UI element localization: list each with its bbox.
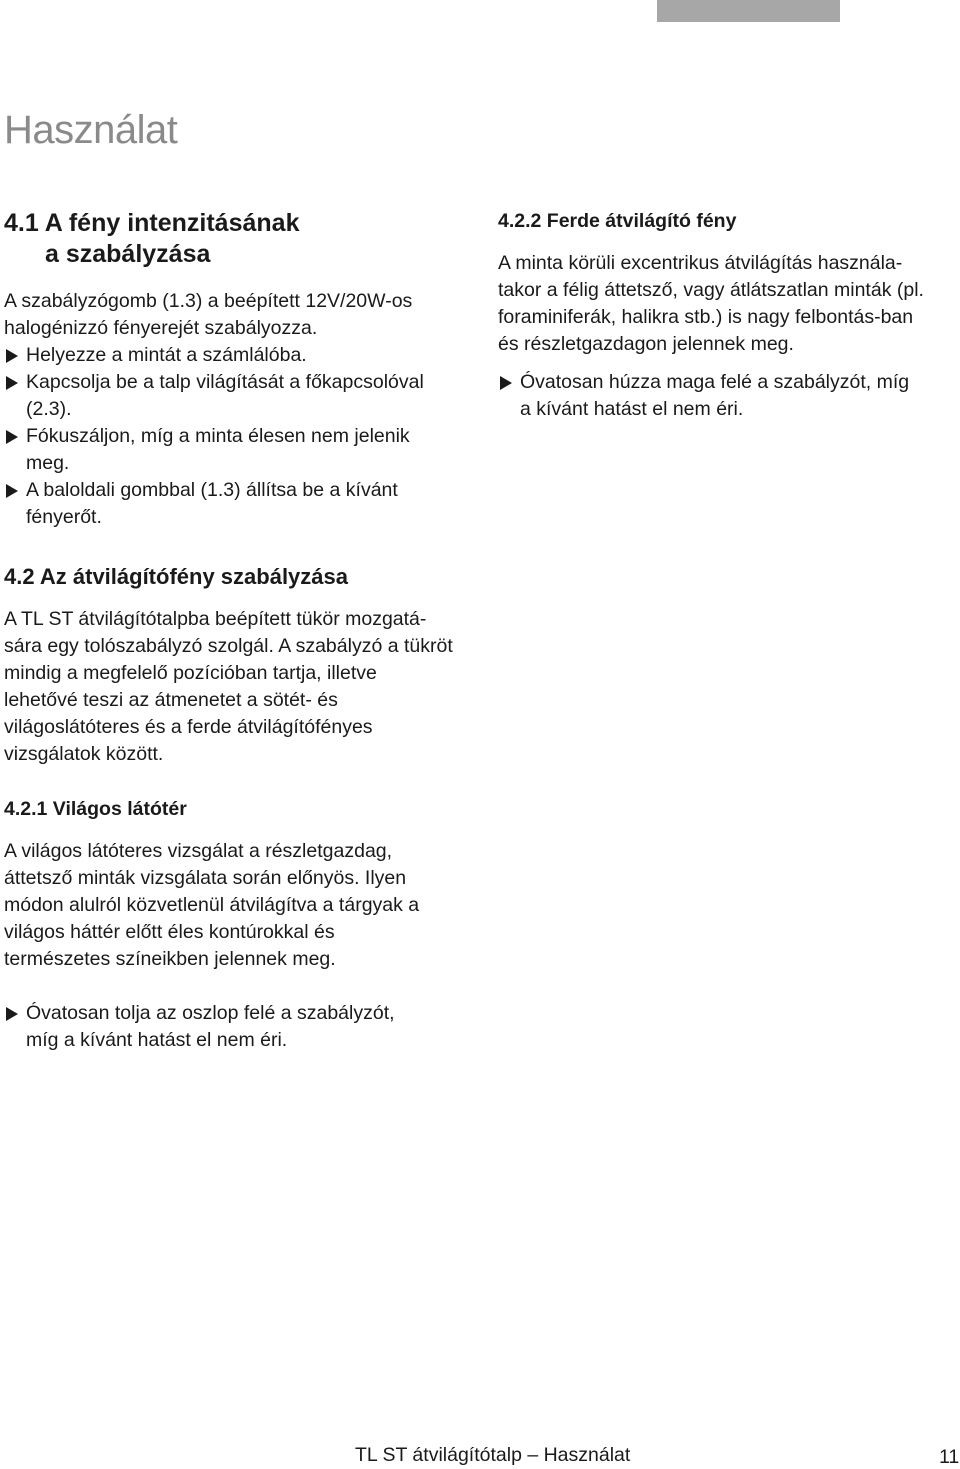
list-item: Kapcsolja be a talp világítását a főkapcsolóval (2.3). bbox=[4, 369, 461, 423]
section-4-1-intro bbox=[4, 288, 464, 342]
page-title: Használat bbox=[4, 108, 178, 152]
header-color-bar bbox=[657, 0, 840, 22]
list-item: Óvatosan tolja az oszlop felé a szabályzót, míg a kívánt hatást el nem éri. bbox=[4, 1000, 424, 1054]
list-item: Fókuszáljon, míg a minta élesen nem jelenik meg. bbox=[4, 423, 446, 477]
section-4-2-body: A TL ST átvilágítótalpba beépített tükör mozgatá-sára egy tolószabályzó szolgál. A szabályzó a tükröt mindig a megfelelő pozícióban tartja, illetve lehetővé teszi az átmenetet a sötét- és világoslátóteres és a ferde átvilágítófényes vizsgálatok között. bbox=[4, 608, 453, 765]
section-4-1-heading bbox=[4, 208, 464, 270]
section-4-1-intro-line1: A szabályzógomb (1.3) a beépített 12V/20W-os bbox=[4, 290, 413, 312]
section-4-2-heading: 4.2 Az átvilágítófény szabályzása bbox=[4, 564, 348, 589]
section-4-1 bbox=[4, 208, 464, 531]
section-4-1-heading-line1: 4.1 A fény intenzitásának bbox=[4, 209, 300, 237]
section-4-2-2-steps bbox=[498, 369, 918, 423]
section-4-2-1-heading: 4.2.1 Világos látótér bbox=[4, 798, 187, 820]
section-4-2 bbox=[4, 564, 464, 768]
triangle-bullet-icon bbox=[6, 349, 18, 363]
page-number: 11 bbox=[939, 1446, 960, 1468]
section-4-1-heading-line2: a szabályzása bbox=[45, 240, 211, 268]
right-column bbox=[498, 208, 948, 423]
section-4-2-2-heading: 4.2.2 Ferde átvilágító fény bbox=[498, 210, 737, 232]
list-item: Helyezze a mintát a számlálóba. bbox=[4, 342, 464, 369]
section-4-2-2-body: A minta körüli excentrikus átvilágítás használa-takor a félig áttetsző, vagy átlátszatlan minták (pl. foraminiferák, halikra stb.) is nagy felbontás-ban és részletgazdagon jelennek meg. bbox=[498, 252, 924, 355]
list-item: Óvatosan húzza maga felé a szabályzót, míg a kívánt hatást el nem éri. bbox=[498, 369, 918, 423]
list-item: A baloldali gombbal (1.3) állítsa be a kívánt fényerőt. bbox=[4, 477, 436, 531]
triangle-bullet-icon bbox=[6, 430, 18, 444]
triangle-bullet-icon bbox=[6, 1007, 18, 1021]
triangle-bullet-icon bbox=[6, 484, 18, 498]
section-4-1-intro-line2: halogénizzó fényerejét szabályozza. bbox=[4, 317, 318, 339]
section-4-2-1-steps bbox=[4, 1000, 424, 1054]
triangle-bullet-icon bbox=[6, 376, 18, 390]
triangle-bullet-icon bbox=[500, 376, 512, 390]
section-4-2-1 bbox=[4, 796, 464, 1054]
section-4-2-1-body: A világos látóteres vizsgálat a részletgazdag, áttetsző minták vizsgálata során előnyös. Ilyen módon alulról közvetlenül átvilágítva a tárgyak a világos háttér előtt éles kontúrokkal és természetes színeikben jelennek meg. bbox=[4, 840, 420, 970]
section-4-2-2 bbox=[498, 208, 948, 423]
left-column bbox=[4, 208, 464, 1054]
section-4-1-steps bbox=[4, 342, 464, 531]
footer-title: TL ST átvilágítótalp – Használat bbox=[355, 1444, 631, 1466]
